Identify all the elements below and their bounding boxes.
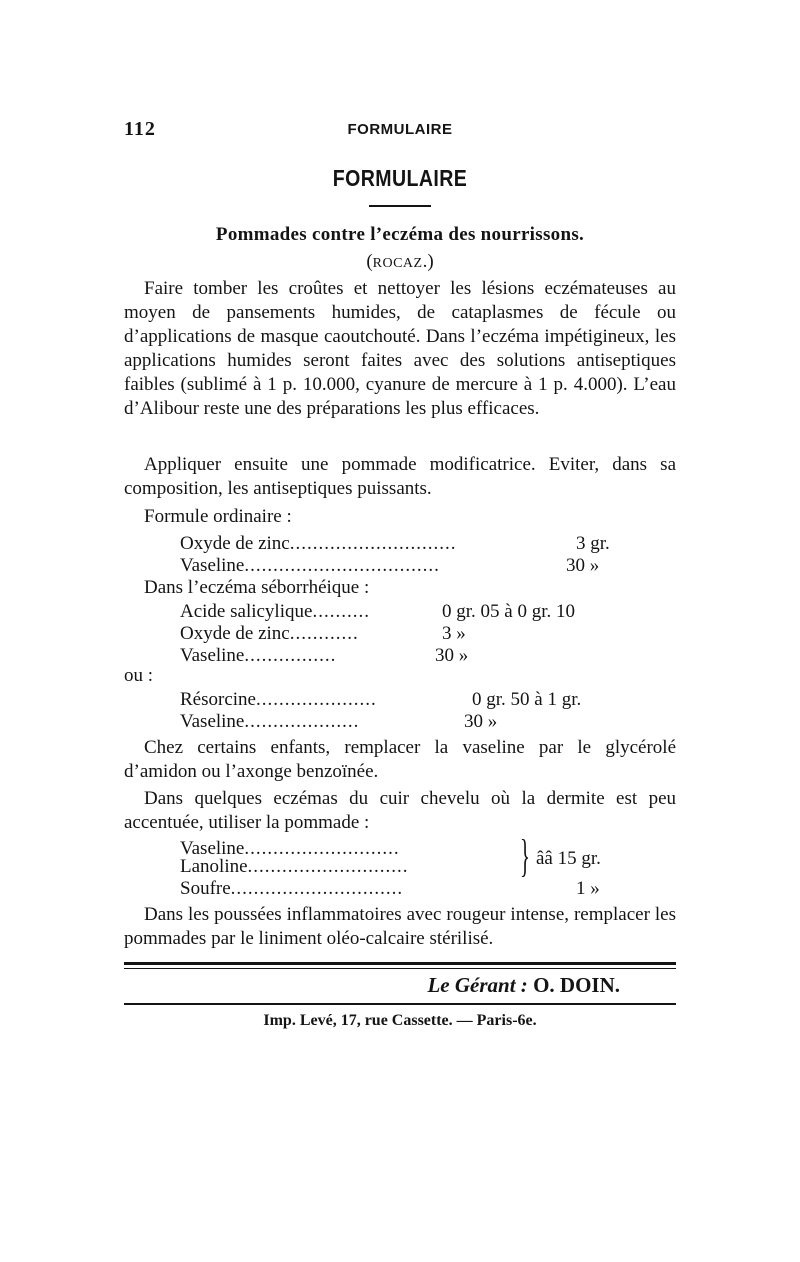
page-number: 112 [124, 118, 156, 140]
footer-rule-thick [124, 962, 676, 965]
formula-2-qty-3: 30 » [435, 645, 469, 666]
formula-4-item-2: Lanoline............................ [180, 856, 409, 877]
heading-rule [369, 205, 431, 207]
formula-1 [180, 533, 620, 581]
formula-2-qty-2: 3 » [442, 623, 466, 644]
formula-4 [180, 830, 640, 904]
section-heading: FORMULAIRE [332, 165, 468, 191]
gerant-label: Le Gérant : [427, 973, 528, 997]
formula-2-item-3: Vaseline................ [180, 645, 337, 666]
paragraph-2: Appliquer ensuite une pommade modificatrice. Eviter, dans sa composition, les antiseptiques puissants. [124, 454, 676, 499]
article-title: Pommades contre l’eczéma des nourrissons. [215, 224, 585, 245]
formula-2 [180, 601, 640, 667]
formula-3-qty-1: 0 gr. 50 à 1 gr. [472, 689, 582, 710]
formula-2-qty-1: 0 gr. 05 à 0 gr. 10 [442, 601, 575, 622]
paragraph-4: Dans quelques eczémas du cuir chevelu où la dermite est peu accentuée, utiliser la pommade : [124, 788, 676, 833]
paragraph-5: Dans les poussées inflammatoires avec rougeur intense, remplacer les pommades par le liniment oléo-calcaire stérilisé. [124, 904, 676, 949]
formula-3-item-2: Vaseline.................... [180, 711, 360, 732]
formule-label: Formule ordinaire : [144, 506, 292, 527]
imprint-rule [124, 1003, 676, 1005]
formula-3-qty-2: 30 » [464, 711, 498, 732]
running-title: FORMULAIRE [347, 121, 453, 138]
gerant-name: O. DOIN. [533, 973, 620, 997]
formula-4-shared-qty: ââ 15 gr. [536, 848, 601, 869]
footer-rule-thin [124, 968, 676, 969]
formula-4-item-3: Soufre.............................. [180, 878, 404, 899]
seborrheic-label: Dans l’eczéma séborrhéique : [144, 577, 370, 598]
ou-label: ou : [124, 665, 154, 686]
running-header [124, 118, 676, 142]
formula-3-item-1: Résorcine..................... [180, 689, 377, 710]
formula-1-item-1: Oxyde de zinc............................. [180, 533, 457, 554]
formula-4-item-1: Vaseline........................... [180, 838, 400, 859]
author-name: ROCAZ [372, 256, 423, 271]
formula-1-qty-2: 30 » [566, 555, 600, 576]
gerant-line [124, 973, 620, 998]
formula-3 [180, 689, 640, 733]
formula-1-item-2: Vaseline.................................. [180, 555, 440, 576]
formula-2-item-2: Oxyde de zinc............ [180, 623, 359, 644]
formula-2-item-1: Acide salicylique.......... [180, 601, 370, 622]
formula-4-qty-3: 1 » [576, 878, 600, 899]
brace-mark: } [520, 830, 530, 881]
imprint: Imp. Levé, 17, rue Cassette. — Paris-6e. [263, 1012, 537, 1029]
paragraph-3: Chez certains enfants, remplacer la vaseline par le glycérolé d’amidon ou l’axonge benzoïnée. [124, 737, 676, 782]
author-credit: (ROCAZ.) [366, 251, 434, 272]
paragraph-1: Faire tomber les croûtes et nettoyer les lésions eczémateuses au moyen de pansements humides, de cataplasmes de fécule ou d’applications de masque caoutchouté. Dans l’eczéma impétigineux, les applications humides seront faites avec des solutions antiseptiques faibles (sublimé à 1 p. 10.000, cyanure de mercure à 1 p. 4.000). L’eau d’Alibour reste une des préparations les plus efficaces. [124, 278, 676, 419]
formula-1-qty-1: 3 gr. [576, 533, 610, 554]
